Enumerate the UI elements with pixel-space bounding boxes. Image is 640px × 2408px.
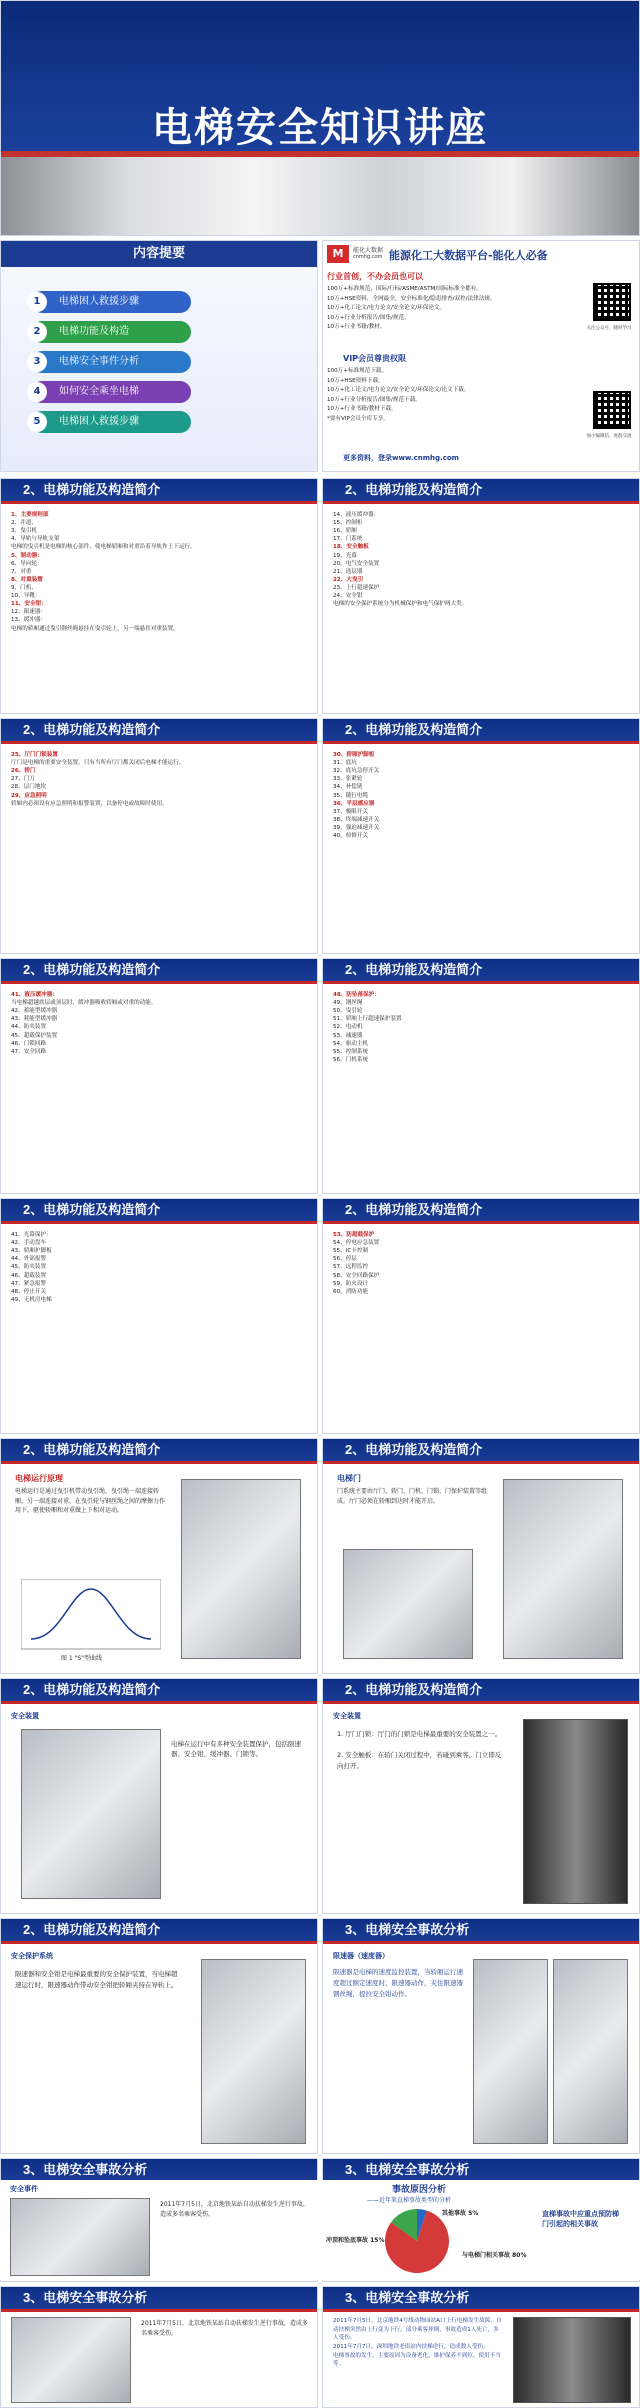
elevator-door-image <box>181 1479 301 1659</box>
qr-code-2 <box>593 391 631 429</box>
ad-footer[interactable]: 更多资料，登录www.cnmhg.com <box>343 454 459 462</box>
ad-logo-text: 能化大数据 <box>353 247 384 254</box>
pie-label-0: 其他事故 5% <box>442 2210 479 2217</box>
slide-title: 2、电梯功能及构造简介 <box>1 1679 317 1701</box>
accident-photo <box>513 2317 631 2403</box>
slide-title: 2、电梯功能及构造简介 <box>1 1919 317 1941</box>
slide-body: 25、厅门门锁装置 厅门是电梯的重要安全装置，只有当所有厅门都关闭后电梯才能运行。 26、轿门 27、门刀 28、层门地坎 29、应急照明 轿厢内必须设有应急照明和报警装置，以备停电或故障时使用。 <box>11 752 185 807</box>
governor-header: 限速器（速度器） <box>333 1952 389 1960</box>
ad-vip-title: VIP会员尊贵权限 <box>343 354 407 363</box>
ad-logo: M <box>327 245 349 263</box>
safety-system-text: 限速器和安全钳是电梯最重要的安全保护装置，当电梯超速运行时，限速器动作带动安全钳把轿厢夹持在导轨上。 <box>15 1970 178 1990</box>
toc-item-3[interactable]: 3 电梯安全事件分析 <box>31 351 191 373</box>
toc-item-5[interactable]: 5 电梯困人救援步骤 <box>31 411 191 433</box>
slide-title: 3、电梯安全事故分析 <box>323 2287 639 2309</box>
slide-safety-device-2 <box>322 1678 640 1914</box>
toc-header: 内容提要 <box>1 241 317 267</box>
slide-body: 1、主要规则部 2、井道、 3、曳引机 4、导轨与导轨支架 电梯的曳引机是电梯的核心部件，使电梯轿厢和对重沿着导轨作上下运行， 5、制动器： 6、导向轮： 7、对重 8、对重装置 9、门机、 10、导靴： 11、安全钳： 12、限速器： 13、缓冲器： 电梯的轿厢通过曳引钢丝绳悬挂在曳引轮上，另一端悬挂对重装置。 <box>11 512 196 632</box>
accident-event-panel <box>0 2180 318 2280</box>
slide-title: 2、电梯功能及构造简介 <box>1 959 317 981</box>
slide-construction-10 <box>322 1438 640 1674</box>
slide-construction-6 <box>322 958 640 1194</box>
pie-title: 事故原因分析 <box>392 2185 447 2195</box>
ad-panel <box>322 240 640 472</box>
s-curve-graph <box>21 1579 161 1659</box>
door-title: 电梯门 <box>337 1474 361 1483</box>
slide-body: 41、光幕保护： 42、手动盘车 43、轿厢护脚板 44、外部报警 45、防夹装置 46、超载装置 47、紧急报警 48、停止开关 49、无机房电梯 <box>11 1232 52 1303</box>
door-text: 门系统主要由厅门、轿门、门机、门锁、门保护装置等组成。厅门必须在轿厢到达时才能开启。 <box>337 1488 488 1505</box>
ad-lines: 100万+标准规范，国际/行标/ASME/ASTM/国际标准全都有。 10万+HSE资料，全网最全，安全标准化/隐患排查/双控/法律法规。 10万+化工论文/电力论文/安全论文/环保论文。 10万+行业分析报告/图集/规范。 10万+行业书籍/教材。 <box>327 286 496 330</box>
slide-construction-1 <box>0 478 318 714</box>
slide-construction-8 <box>322 1198 640 1434</box>
slide-construction-7 <box>0 1198 318 1434</box>
toc-item-1[interactable]: 1 电梯困人救援步骤 <box>31 291 191 313</box>
door-safety-image <box>523 1719 628 1904</box>
qr-caption-2: 加小编微信，进群交流 <box>586 434 632 439</box>
safety-items: 1. 厅门门锁：厅门的门锁是电梯最重要的安全装置之一。 2. 安全触板：在轿门关闭过程中，若碰到乘客，门立即反向打开。 <box>337 1730 502 1771</box>
hall-image <box>1 151 639 236</box>
slide-construction-3 <box>0 718 318 954</box>
slide-body: 48、防坠落保护： 49、钢丝绳 50、曳引轮 51、轿厢上行超速保护装置 52、电动机 53、减速器 54、驱动主机 55、控制系统 56、门机系统 <box>333 992 402 1063</box>
ad-subhead: 行业首创，不办会员也可以 <box>327 272 423 281</box>
slide-speed-governor <box>322 1918 640 2154</box>
slide-construction-5 <box>0 958 318 1194</box>
principle-title: 电梯运行原理 <box>15 1474 63 1483</box>
governor-text: 限速器是电梯的速度监控装置，当轿厢运行速度超过额定速度时，限速器动作，夹住限速器钢丝绳，提拉安全钳动作。 <box>333 1968 463 1999</box>
case-text: 2011年7月5日，北京地铁某站自动扶梯发生逆行事故，造成多名乘客受伤。 <box>141 2320 308 2337</box>
toc-slide <box>0 240 318 472</box>
slide-construction-2 <box>322 478 640 714</box>
door-diagram-image <box>503 1479 623 1659</box>
section-label: 安全事件 <box>10 2185 38 2193</box>
slide-title: 3、电梯安全事故分析 <box>1 2159 317 2181</box>
safety-gear-image <box>21 1729 161 1899</box>
slide-body: 53、防超载保护 54、停电应急装置 55、IC卡控制 56、停层 57、远程监控 58、安全回路保护 59、防火设计 60、消防功能 <box>333 1232 380 1295</box>
slide-title: 2、电梯功能及构造简介 <box>323 959 639 981</box>
accident-text: 2011年7月5日，北京地铁某站自动扶梯发生逆行事故，造成多名乘客受伤。 <box>160 2201 309 2218</box>
slide-accident-case-1 <box>0 2286 318 2408</box>
section-label: 安全保护系统 <box>11 1952 53 1960</box>
pie-label-1: 与电梯门相关事故 80% <box>462 2252 527 2259</box>
slide-title: 2、电梯功能及构造简介 <box>1 1199 317 1221</box>
presentation-title: 电梯安全知识讲座 <box>152 105 488 151</box>
slide-body: 14、液压缓冲器： 15、控制柜 16、轿厢 17、门系统 18、安全触板 19、光幕 20、电气安全装置 21、选层器 22、大曳引 23、上行超速保护 24、安全钳 电梯的安全保护系统分为机械保护和电气保护两大类。 <box>333 512 468 608</box>
section-label: 安全装置 <box>11 1712 39 1720</box>
safety-text: 电梯在运行中有多种安全装置保护，包括限速器、安全钳、缓冲器、门锁等。 <box>171 1740 301 1759</box>
slide-title: 3、电梯安全事故分析 <box>323 2159 639 2181</box>
principle-text: 电梯运行是通过曳引机带动曳引绳，曳引绳一端连接轿厢，另一端连接对重，在曳引轮与钢丝绳之间的摩擦力作用下，驱使轿厢和对重做上下相对运动。 <box>15 1488 166 1515</box>
case-lines: 2011年7月5日，北京地铁4号线动物园站A口上行电梯发生故障，自动扶梯突然由上行变为下行，部分乘客摔倒，事故造成1人死亡，多人受伤。 2011年7月7日，深圳地铁老街站内扶梯逆行，造成数人受伤。 电梯事故的发生，主要原因为设备老化、维护保养不到位、使用不当等。 <box>333 2318 502 2368</box>
slide-title: 2、电梯功能及构造简介 <box>323 479 639 501</box>
accident-image <box>10 2198 150 2276</box>
ad-headline: 能源化工大数据平台-能化人必备 <box>389 249 548 262</box>
slide-title: 2、电梯功能及构造简介 <box>1 1439 317 1461</box>
slide-construction-4 <box>322 718 640 954</box>
toc-item-2[interactable]: 2 电梯功能及构造 <box>31 321 191 343</box>
slide-body: 41、液压缓冲器： 当电梯超越底层或顶层时，缓冲器吸收轿厢或对重的动能。 42、蓄能型缓冲器 43、耗能型缓冲器 44、防夹装置 45、超载保护装置 46、门锁回路 47、安全回路 <box>11 992 157 1055</box>
slide-title: 3、电梯安全事故分析 <box>323 1919 639 1941</box>
qr-caption-1: 关注公众号，随时学习 <box>586 326 632 331</box>
slide-safety-system <box>0 1918 318 2154</box>
elevator-shaft-image <box>201 1959 306 2144</box>
slide-construction-9 <box>0 1438 318 1674</box>
slide-accident-case-2 <box>322 2286 640 2408</box>
ad-logo-url: cnmhg.com <box>353 254 383 260</box>
door-mechanism-image <box>343 1549 473 1659</box>
pie-subtitle: ——近年来直梯事故类型的分析 <box>367 2197 452 2204</box>
section-label: 安全装置 <box>333 1712 361 1720</box>
toc-item-4[interactable]: 4 如何安全乘坐电梯 <box>31 381 191 403</box>
pie-label-2: 冲顶和坠底事故 15% <box>326 2237 385 2244</box>
governor-image-2 <box>553 1959 628 2144</box>
figure-caption: 图 1 "S"型曲线 <box>61 1655 102 1662</box>
slide-safety-device-1 <box>0 1678 318 1914</box>
slide-title: 2、电梯功能及构造简介 <box>323 719 639 741</box>
governor-image-1 <box>473 1959 548 2144</box>
slide-title: 2、电梯功能及构造简介 <box>323 1439 639 1461</box>
pie-right-text: 直梯事故中应重点预防梯门引起的相关事故 <box>542 2210 619 2228</box>
pie-panel <box>322 2180 640 2280</box>
escalator-image <box>11 2317 131 2403</box>
slide-title: 2、电梯功能及构造简介 <box>323 1199 639 1221</box>
slide-title: 2、电梯功能及构造简介 <box>1 719 317 741</box>
slide-title: 3、电梯安全事故分析 <box>1 2287 317 2309</box>
ad-vip-lines: 100万+标准规范下载。 10万+HSE资料下载。 10万+化工论文/电力论文/安全论文/环保论文/论文下载。 10万+行业分析报告/图集/规范下载。 10万+行业书籍/教材下载。 *要有VIP会员全库专享。 <box>327 368 470 422</box>
slide-title: 2、电梯功能及构造简介 <box>1 479 317 501</box>
qr-code-1 <box>593 283 631 321</box>
title-slide <box>0 0 640 236</box>
slide-title: 2、电梯功能及构造简介 <box>323 1679 639 1701</box>
slide-body: 30、轿厢护脚板 31、底坑 32、底坑急停开关 33、张紧轮 34、补偿链 35、随行电缆 36、平层感应器 37、极限开关 38、终端减速开关 39、强迫减速开关 40、检修开关 <box>333 752 380 840</box>
